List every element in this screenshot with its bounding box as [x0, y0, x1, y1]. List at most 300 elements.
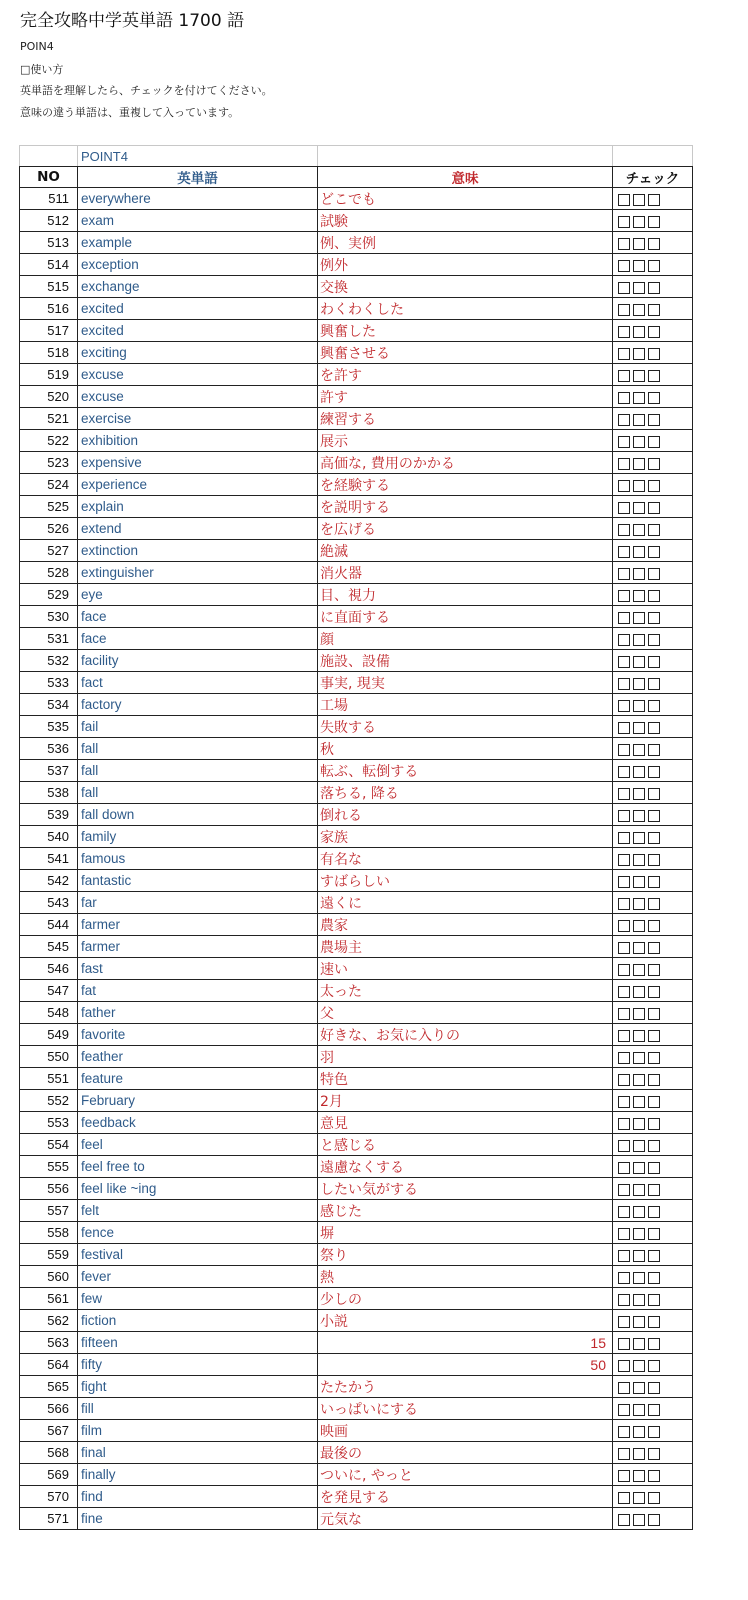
- checkbox[interactable]: [648, 1338, 660, 1350]
- checkbox[interactable]: [648, 458, 660, 470]
- checkbox[interactable]: [648, 238, 660, 250]
- row-number: 524: [20, 474, 78, 496]
- checkbox[interactable]: [648, 304, 660, 316]
- row-number: 532: [20, 650, 78, 672]
- japanese-meaning: 映画: [318, 1420, 613, 1442]
- checkbox[interactable]: [618, 700, 630, 712]
- checkbox[interactable]: [618, 766, 630, 778]
- checkbox[interactable]: [648, 1228, 660, 1240]
- japanese-meaning: 例、実例: [318, 232, 613, 254]
- row-number: 526: [20, 518, 78, 540]
- japanese-meaning: 好きな、お気に入りの: [318, 1024, 613, 1046]
- checkbox[interactable]: [618, 260, 630, 272]
- checkbox[interactable]: [633, 876, 645, 888]
- checkbox[interactable]: [618, 370, 630, 382]
- checkbox[interactable]: [648, 1404, 660, 1416]
- checkbox[interactable]: [648, 590, 660, 602]
- japanese-meaning: 練習する: [318, 408, 613, 430]
- checkbox[interactable]: [633, 898, 645, 910]
- checkbox[interactable]: [648, 678, 660, 690]
- checkbox[interactable]: [648, 216, 660, 228]
- checkbox[interactable]: [633, 502, 645, 514]
- japanese-meaning: 秋: [318, 738, 613, 760]
- checkbox[interactable]: [618, 590, 630, 602]
- checkbox[interactable]: [618, 458, 630, 470]
- row-number: 551: [20, 1068, 78, 1090]
- english-word: eye: [78, 584, 318, 606]
- checkbox[interactable]: [633, 1228, 645, 1240]
- check-cell: [613, 1002, 693, 1024]
- checkbox[interactable]: [633, 1404, 645, 1416]
- table-row: [20, 694, 693, 716]
- table-row: [20, 936, 693, 958]
- checkbox[interactable]: [633, 656, 645, 668]
- row-number: 559: [20, 1244, 78, 1266]
- checkbox[interactable]: [648, 546, 660, 558]
- checkbox[interactable]: [633, 1426, 645, 1438]
- checkbox[interactable]: [648, 986, 660, 998]
- check-cell: [613, 892, 693, 914]
- checkbox[interactable]: [648, 326, 660, 338]
- check-cell: [613, 1376, 693, 1398]
- check-cell: [613, 1222, 693, 1244]
- row-number: 518: [20, 342, 78, 364]
- checkbox[interactable]: [648, 1382, 660, 1394]
- checkbox[interactable]: [648, 722, 660, 734]
- checkbox[interactable]: [633, 964, 645, 976]
- checkbox[interactable]: [633, 700, 645, 712]
- check-cell: [613, 1178, 693, 1200]
- row-number: 538: [20, 782, 78, 804]
- check-cell: [613, 1090, 693, 1112]
- checkbox[interactable]: [618, 1162, 630, 1174]
- checkbox[interactable]: [633, 1250, 645, 1262]
- check-cell: [613, 254, 693, 276]
- checkbox[interactable]: [633, 216, 645, 228]
- checkbox[interactable]: [633, 568, 645, 580]
- japanese-meaning: 落ちる, 降る: [318, 782, 613, 804]
- checkbox[interactable]: [618, 810, 630, 822]
- checkbox[interactable]: [648, 788, 660, 800]
- english-word: exchange: [78, 276, 318, 298]
- check-cell: [613, 870, 693, 892]
- checkbox[interactable]: [648, 1030, 660, 1042]
- checkbox[interactable]: [633, 1052, 645, 1064]
- japanese-meaning: どこでも: [318, 188, 613, 210]
- row-number: 516: [20, 298, 78, 320]
- checkbox[interactable]: [633, 832, 645, 844]
- checkbox[interactable]: [648, 1162, 660, 1174]
- checkbox[interactable]: [648, 1052, 660, 1064]
- checkbox[interactable]: [648, 1140, 660, 1152]
- column-header-row: [20, 167, 693, 188]
- row-number: 513: [20, 232, 78, 254]
- table-row: [20, 1002, 693, 1024]
- checkbox[interactable]: [648, 942, 660, 954]
- row-number: 533: [20, 672, 78, 694]
- checkbox[interactable]: [618, 1382, 630, 1394]
- checkbox[interactable]: [648, 1448, 660, 1460]
- checkbox[interactable]: [633, 590, 645, 602]
- checkbox[interactable]: [648, 436, 660, 448]
- row-number: 537: [20, 760, 78, 782]
- english-word: feedback: [78, 1112, 318, 1134]
- english-word: fall: [78, 782, 318, 804]
- check-cell: [613, 1464, 693, 1486]
- header-no: NO: [20, 167, 78, 188]
- checkbox[interactable]: [618, 546, 630, 558]
- checkbox[interactable]: [618, 1272, 630, 1284]
- checkbox[interactable]: [648, 810, 660, 822]
- checkbox[interactable]: [633, 986, 645, 998]
- checkbox[interactable]: [633, 1206, 645, 1218]
- english-word: fill: [78, 1398, 318, 1420]
- checkbox[interactable]: [633, 612, 645, 624]
- checkbox[interactable]: [618, 1250, 630, 1262]
- checkbox[interactable]: [618, 986, 630, 998]
- row-number: 529: [20, 584, 78, 606]
- checkbox[interactable]: [618, 1074, 630, 1086]
- checkbox[interactable]: [618, 348, 630, 360]
- table-row: [20, 584, 693, 606]
- usage-label: □使い方: [20, 63, 64, 76]
- check-cell: [613, 1266, 693, 1288]
- checkbox[interactable]: [648, 634, 660, 646]
- checkbox[interactable]: [648, 282, 660, 294]
- japanese-meaning: 倒れる: [318, 804, 613, 826]
- row-number: 511: [20, 188, 78, 210]
- japanese-meaning: 感じた: [318, 1200, 613, 1222]
- checkbox[interactable]: [633, 238, 645, 250]
- row-number: 535: [20, 716, 78, 738]
- checkbox[interactable]: [648, 1492, 660, 1504]
- checkbox[interactable]: [618, 216, 630, 228]
- check-cell: [613, 738, 693, 760]
- checkbox[interactable]: [618, 392, 630, 404]
- checkbox[interactable]: [618, 832, 630, 844]
- table-row: [20, 254, 693, 276]
- table-row: [20, 1068, 693, 1090]
- row-number: 515: [20, 276, 78, 298]
- checkbox[interactable]: [633, 766, 645, 778]
- row-number: 552: [20, 1090, 78, 1112]
- english-word: fall down: [78, 804, 318, 826]
- japanese-meaning: 熱: [318, 1266, 613, 1288]
- checkbox[interactable]: [633, 480, 645, 492]
- check-cell: [613, 1420, 693, 1442]
- row-number: 521: [20, 408, 78, 430]
- japanese-meaning: 興奮させる: [318, 342, 613, 364]
- checkbox[interactable]: [618, 524, 630, 536]
- english-word: fall: [78, 760, 318, 782]
- checkbox[interactable]: [618, 1360, 630, 1372]
- checkbox[interactable]: [648, 568, 660, 580]
- table-row: [20, 760, 693, 782]
- checkbox[interactable]: [648, 1426, 660, 1438]
- table-row: [20, 1442, 693, 1464]
- table-row: [20, 1134, 693, 1156]
- checkbox[interactable]: [648, 348, 660, 360]
- checkbox[interactable]: [633, 1316, 645, 1328]
- checkbox[interactable]: [618, 1184, 630, 1196]
- checkbox[interactable]: [633, 1162, 645, 1174]
- checkbox[interactable]: [618, 898, 630, 910]
- checkbox[interactable]: [618, 414, 630, 426]
- checkbox[interactable]: [618, 1140, 630, 1152]
- checkbox[interactable]: [618, 788, 630, 800]
- checkbox[interactable]: [618, 1492, 630, 1504]
- english-word: February: [78, 1090, 318, 1112]
- checkbox[interactable]: [618, 656, 630, 668]
- checkbox[interactable]: [648, 194, 660, 206]
- row-number: 555: [20, 1156, 78, 1178]
- checkbox[interactable]: [618, 568, 630, 580]
- checkbox[interactable]: [618, 1052, 630, 1064]
- checkbox[interactable]: [618, 238, 630, 250]
- row-number: 556: [20, 1178, 78, 1200]
- checkbox[interactable]: [633, 1448, 645, 1460]
- table-row: [20, 782, 693, 804]
- english-word: fall: [78, 738, 318, 760]
- check-cell: [613, 1200, 693, 1222]
- checkbox[interactable]: [648, 1184, 660, 1196]
- check-cell: [613, 562, 693, 584]
- checkbox[interactable]: [633, 1470, 645, 1482]
- checkbox[interactable]: [633, 920, 645, 932]
- checkbox[interactable]: [648, 700, 660, 712]
- checkbox[interactable]: [618, 942, 630, 954]
- checkbox[interactable]: [633, 1338, 645, 1350]
- checkbox[interactable]: [648, 1360, 660, 1372]
- checkbox[interactable]: [633, 260, 645, 272]
- checkbox[interactable]: [648, 964, 660, 976]
- checkbox[interactable]: [618, 480, 630, 492]
- checkbox[interactable]: [633, 458, 645, 470]
- row-number: 527: [20, 540, 78, 562]
- japanese-meaning: 消火器: [318, 562, 613, 584]
- checkbox[interactable]: [648, 656, 660, 668]
- row-number: 568: [20, 1442, 78, 1464]
- checkbox[interactable]: [618, 1118, 630, 1130]
- checkbox[interactable]: [648, 1118, 660, 1130]
- checkbox[interactable]: [633, 414, 645, 426]
- checkbox[interactable]: [618, 678, 630, 690]
- checkbox[interactable]: [648, 524, 660, 536]
- checkbox[interactable]: [648, 1514, 660, 1526]
- table-row: [20, 826, 693, 848]
- checkbox[interactable]: [618, 502, 630, 514]
- checkbox[interactable]: [633, 524, 645, 536]
- checkbox[interactable]: [633, 282, 645, 294]
- row-number: 517: [20, 320, 78, 342]
- checkbox[interactable]: [648, 744, 660, 756]
- check-cell: [613, 298, 693, 320]
- japanese-meaning: 家族: [318, 826, 613, 848]
- checkbox[interactable]: [618, 1470, 630, 1482]
- checkbox[interactable]: [618, 1228, 630, 1240]
- checkbox[interactable]: [633, 1360, 645, 1372]
- checkbox[interactable]: [633, 304, 645, 316]
- checkbox[interactable]: [618, 436, 630, 448]
- checkbox[interactable]: [618, 1448, 630, 1460]
- row-number: 540: [20, 826, 78, 848]
- checkbox[interactable]: [618, 1316, 630, 1328]
- row-number: 523: [20, 452, 78, 474]
- checkbox[interactable]: [648, 370, 660, 382]
- checkbox[interactable]: [648, 876, 660, 888]
- checkbox[interactable]: [618, 634, 630, 646]
- checkbox[interactable]: [648, 612, 660, 624]
- english-word: fail: [78, 716, 318, 738]
- japanese-meaning: 興奮した: [318, 320, 613, 342]
- checkbox[interactable]: [633, 1514, 645, 1526]
- check-cell: [613, 606, 693, 628]
- checkbox[interactable]: [633, 1492, 645, 1504]
- checkbox[interactable]: [633, 678, 645, 690]
- checkbox[interactable]: [633, 1294, 645, 1306]
- checkbox[interactable]: [633, 194, 645, 206]
- checkbox[interactable]: [648, 1316, 660, 1328]
- checkbox[interactable]: [648, 1096, 660, 1108]
- checkbox[interactable]: [648, 1250, 660, 1262]
- checkbox[interactable]: [618, 1096, 630, 1108]
- checkbox[interactable]: [618, 326, 630, 338]
- checkbox[interactable]: [633, 436, 645, 448]
- vocabulary-table: [19, 145, 693, 1530]
- checkbox[interactable]: [648, 920, 660, 932]
- checkbox[interactable]: [648, 414, 660, 426]
- checkbox[interactable]: [633, 392, 645, 404]
- checkbox[interactable]: [633, 348, 645, 360]
- japanese-meaning: 50: [318, 1354, 613, 1376]
- row-number: 531: [20, 628, 78, 650]
- checkbox[interactable]: [633, 788, 645, 800]
- check-cell: [613, 1486, 693, 1508]
- checkbox[interactable]: [633, 1074, 645, 1086]
- checkbox[interactable]: [648, 1272, 660, 1284]
- checkbox[interactable]: [618, 1404, 630, 1416]
- table-row: [20, 628, 693, 650]
- checkbox[interactable]: [633, 744, 645, 756]
- checkbox[interactable]: [618, 1294, 630, 1306]
- checkbox[interactable]: [633, 1008, 645, 1020]
- checkbox[interactable]: [648, 480, 660, 492]
- checkbox[interactable]: [618, 722, 630, 734]
- japanese-meaning: 交換: [318, 276, 613, 298]
- table-row: [20, 738, 693, 760]
- table-row: [20, 430, 693, 452]
- checkbox[interactable]: [618, 964, 630, 976]
- english-word: feature: [78, 1068, 318, 1090]
- japanese-meaning: 元気な: [318, 1508, 613, 1530]
- checkbox[interactable]: [633, 1272, 645, 1284]
- checkbox[interactable]: [618, 1206, 630, 1218]
- checkbox[interactable]: [648, 1206, 660, 1218]
- checkbox[interactable]: [648, 898, 660, 910]
- english-word: film: [78, 1420, 318, 1442]
- checkbox[interactable]: [648, 1008, 660, 1020]
- checkbox[interactable]: [618, 744, 630, 756]
- checkbox[interactable]: [633, 1118, 645, 1130]
- checkbox[interactable]: [633, 546, 645, 558]
- checkbox[interactable]: [633, 810, 645, 822]
- checkbox[interactable]: [633, 326, 645, 338]
- checkbox[interactable]: [618, 854, 630, 866]
- point-label: POIN4: [20, 40, 54, 53]
- checkbox[interactable]: [648, 832, 660, 844]
- checkbox[interactable]: [618, 194, 630, 206]
- checkbox[interactable]: [633, 370, 645, 382]
- header-meaning: 意味: [318, 167, 613, 188]
- check-cell: [613, 1244, 693, 1266]
- japanese-meaning: に直面する: [318, 606, 613, 628]
- checkbox[interactable]: [648, 392, 660, 404]
- table-row: [20, 1244, 693, 1266]
- checkbox[interactable]: [618, 876, 630, 888]
- checkbox[interactable]: [618, 1030, 630, 1042]
- checkbox[interactable]: [648, 260, 660, 272]
- check-cell: [613, 1134, 693, 1156]
- row-number: 567: [20, 1420, 78, 1442]
- table-row: [20, 672, 693, 694]
- row-number: 562: [20, 1310, 78, 1332]
- checkbox[interactable]: [633, 942, 645, 954]
- japanese-meaning: と感じる: [318, 1134, 613, 1156]
- checkbox[interactable]: [648, 1470, 660, 1482]
- checkbox[interactable]: [618, 920, 630, 932]
- table-row: [20, 1200, 693, 1222]
- checkbox[interactable]: [633, 1184, 645, 1196]
- checkbox[interactable]: [618, 282, 630, 294]
- checkbox[interactable]: [648, 502, 660, 514]
- japanese-meaning: 特色: [318, 1068, 613, 1090]
- table-row: [20, 1156, 693, 1178]
- checkbox[interactable]: [618, 1426, 630, 1438]
- checkbox[interactable]: [618, 304, 630, 316]
- check-cell: [613, 694, 693, 716]
- check-cell: [613, 430, 693, 452]
- checkbox[interactable]: [633, 1140, 645, 1152]
- checkbox[interactable]: [633, 1382, 645, 1394]
- checkbox[interactable]: [633, 634, 645, 646]
- row-number: 519: [20, 364, 78, 386]
- checkbox[interactable]: [648, 854, 660, 866]
- japanese-meaning: 15: [318, 1332, 613, 1354]
- japanese-meaning: 小説: [318, 1310, 613, 1332]
- checkbox[interactable]: [648, 1074, 660, 1086]
- checkbox[interactable]: [633, 1096, 645, 1108]
- checkbox[interactable]: [633, 722, 645, 734]
- checkbox[interactable]: [633, 854, 645, 866]
- checkbox[interactable]: [618, 612, 630, 624]
- checkbox[interactable]: [633, 1030, 645, 1042]
- english-word: extinguisher: [78, 562, 318, 584]
- checkbox[interactable]: [648, 1294, 660, 1306]
- row-number: 542: [20, 870, 78, 892]
- table-row: [20, 1376, 693, 1398]
- row-number: 534: [20, 694, 78, 716]
- checkbox[interactable]: [618, 1514, 630, 1526]
- japanese-meaning: 遠慮なくする: [318, 1156, 613, 1178]
- check-cell: [613, 1024, 693, 1046]
- checkbox[interactable]: [618, 1338, 630, 1350]
- english-word: everywhere: [78, 188, 318, 210]
- japanese-meaning: 展示: [318, 430, 613, 452]
- japanese-meaning: すばらしい: [318, 870, 613, 892]
- checkbox[interactable]: [648, 766, 660, 778]
- checkbox[interactable]: [618, 1008, 630, 1020]
- check-cell: [613, 980, 693, 1002]
